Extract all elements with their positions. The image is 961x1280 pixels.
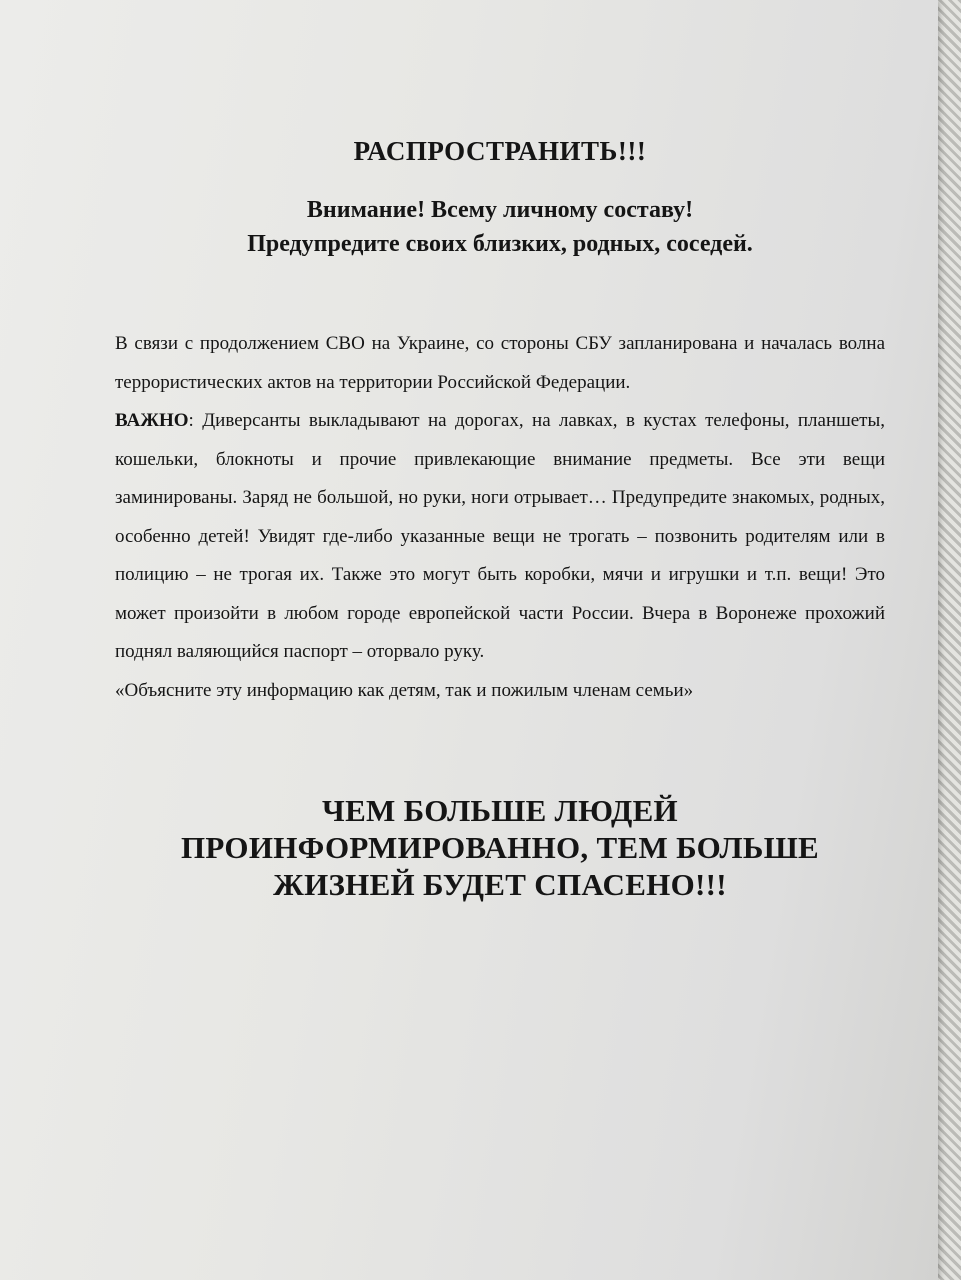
leaflet-title: РАСПРОСТРАНИТЬ!!! bbox=[353, 136, 647, 166]
leaflet-footer bbox=[115, 792, 885, 903]
leaflet-content bbox=[115, 128, 885, 903]
leaflet-body bbox=[115, 325, 885, 710]
quote-paragraph: «Объясните эту информацию как детям, так и пожилым членам семьи» bbox=[115, 679, 694, 701]
leaflet-subtitle bbox=[115, 193, 885, 261]
important-label: ВАЖНО bbox=[115, 410, 189, 431]
footer-line: ПРОИНФОРМИРОВАННО, ТЕМ БОЛЬШЕ bbox=[180, 830, 820, 865]
footer-line: ЧЕМ БОЛЬШЕ ЛЮДЕЙ bbox=[322, 793, 678, 828]
footer-line: ЖИЗНЕЙ БУДЕТ СПАСЕНО!!! bbox=[273, 867, 727, 902]
important-text: : Диверсанты выкладывают на дорогах, на лавках, в кустах телефоны, планшеты, кошельки, блокноты и прочие привлекающие внимание предметы. Все эти вещи заминированы. Заряд не большой, но руки, ноги отрывает… Предупредите знакомых, родных, особенно детей! Увидят где-либо указанные вещи не трогать – позвонить родителям или в полицию – не трогая их. Также это могут быть коробки, мячи и игрушки и т.п. вещи! Это может произойти в любом городе европейской части России. Вчера в Воронеже прохожий поднял валяющийся паспорт – оторвало руку. bbox=[115, 410, 885, 662]
subtitle-line: Предупредите своих близких, родных, соседей. bbox=[247, 231, 753, 257]
important-paragraph bbox=[115, 402, 885, 672]
subtitle-line: Внимание! Всему личному составу! bbox=[306, 197, 694, 223]
intro-paragraph: В связи с продолжением СВО на Украине, со стороны СБУ запланирована и началась волна террористических актов на территории Российской Федерации. bbox=[115, 333, 885, 393]
